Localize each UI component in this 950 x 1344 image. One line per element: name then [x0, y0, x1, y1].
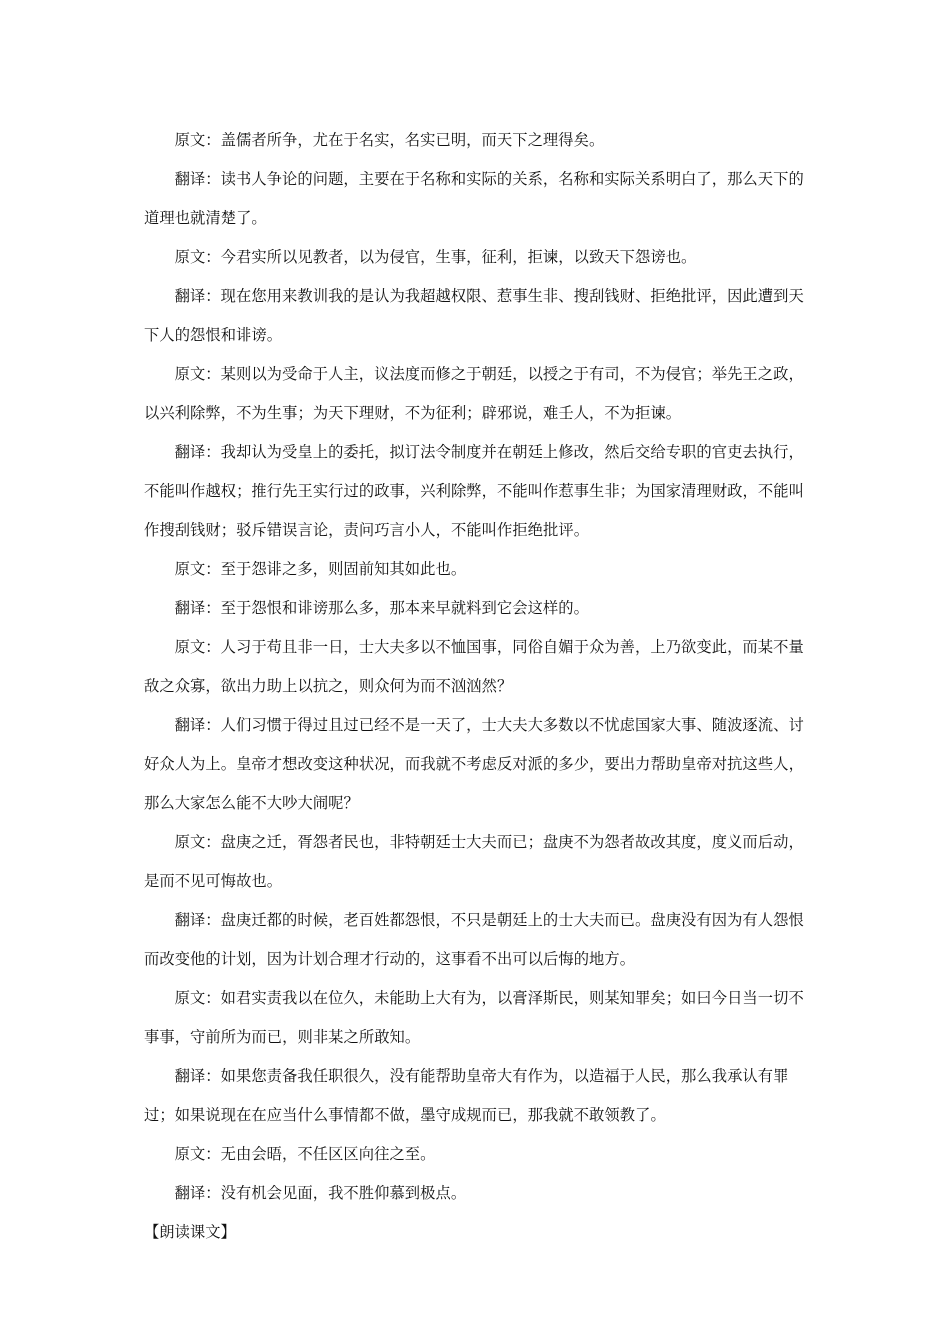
paragraph-translation-5: 翻译：人们习惯于得过且过已经不是一天了，士大夫大多数以不忧虑国家大事、随波逐流、讨好众人为上。皇帝才想改变这种状况，而我就不考虑反对派的多少，要出力帮助皇帝对抗这些人，那么大家怎么能不大吵大闹呢？	[144, 716, 804, 812]
paragraph-translation-3: 翻译：我却认为受皇上的委托，拟订法令制度并在朝廷上修改，然后交给专职的官吏去执行，不能叫作越权；推行先王实行过的政事，兴利除弊，不能叫作惹事生非；为国家清理财政，不能叫作搜刮钱财；驳斥错误言论，责问巧言小人，不能叫作拒绝批评。	[144, 443, 804, 539]
paragraph-original-3: 原文：某则以为受命于人主，议法度而修之于朝廷，以授之于有司，不为侵官；举先王之政，以兴利除弊，不为生事；为天下理财，不为征利；辟邪说，难壬人，不为拒谏。	[144, 365, 804, 422]
paragraph-original-4: 原文：至于怨诽之多，则固前知其如此也。	[174, 560, 467, 578]
paragraph-original-5: 原文：人习于苟且非一日，士大夫多以不恤国事，同俗自媚于众为善，上乃欲变此，而某不量敌之众寡，欲出力助上以抗之，则众何为而不汹汹然？	[144, 638, 804, 695]
paragraph-original-2: 原文：今君实所以见教者，以为侵官，生事，征利，拒谏，以致天下怨谤也。	[174, 248, 697, 266]
section-heading: 【朗读课文】	[144, 1223, 236, 1241]
paragraph-translation-1: 翻译：读书人争论的问题，主要在于名称和实际的关系，名称和实际关系明白了，那么天下的道理也就清楚了。	[144, 170, 804, 227]
document-body	[144, 121, 808, 1252]
paragraph-original-7: 原文：如君实责我以在位久，未能助上大有为，以膏泽斯民，则某知罪矣；如曰今日当一切不事事，守前所为而已，则非某之所敢知。	[144, 989, 804, 1046]
paragraph-translation-4: 翻译：至于怨恨和诽谤那么多，那本来早就料到它会这样的。	[174, 599, 589, 617]
paragraph-translation-2: 翻译：现在您用来教训我的是认为我超越权限、惹事生非、搜刮钱财、拒绝批评，因此遭到天下人的怨恨和诽谤。	[144, 287, 804, 344]
paragraph-original-6: 原文：盘庚之迁，胥怨者民也，非特朝廷士大夫而已；盘庚不为怨者故改其度，度义而后动，是而不见可悔故也。	[144, 833, 804, 890]
paragraph-translation-7: 翻译：如果您责备我任职很久，没有能帮助皇帝大有作为，以造福于人民，那么我承认有罪过；如果说现在在应当什么事情都不做，墨守成规而已，那我就不敢领教了。	[144, 1067, 789, 1124]
paragraph-translation-6: 翻译：盘庚迁都的时候，老百姓都怨恨，不只是朝廷上的士大夫而已。盘庚没有因为有人怨恨而改变他的计划，因为计划合理才行动的，这事看不出可以后悔的地方。	[144, 911, 804, 968]
paragraph-original-1: 原文：盖儒者所争，尤在于名实，名实已明，而天下之理得矣。	[174, 131, 605, 149]
paragraph-original-8: 原文：无由会晤，不任区区向往之至。	[174, 1145, 436, 1163]
paragraph-translation-8: 翻译：没有机会见面，我不胜仰慕到极点。	[174, 1184, 467, 1202]
